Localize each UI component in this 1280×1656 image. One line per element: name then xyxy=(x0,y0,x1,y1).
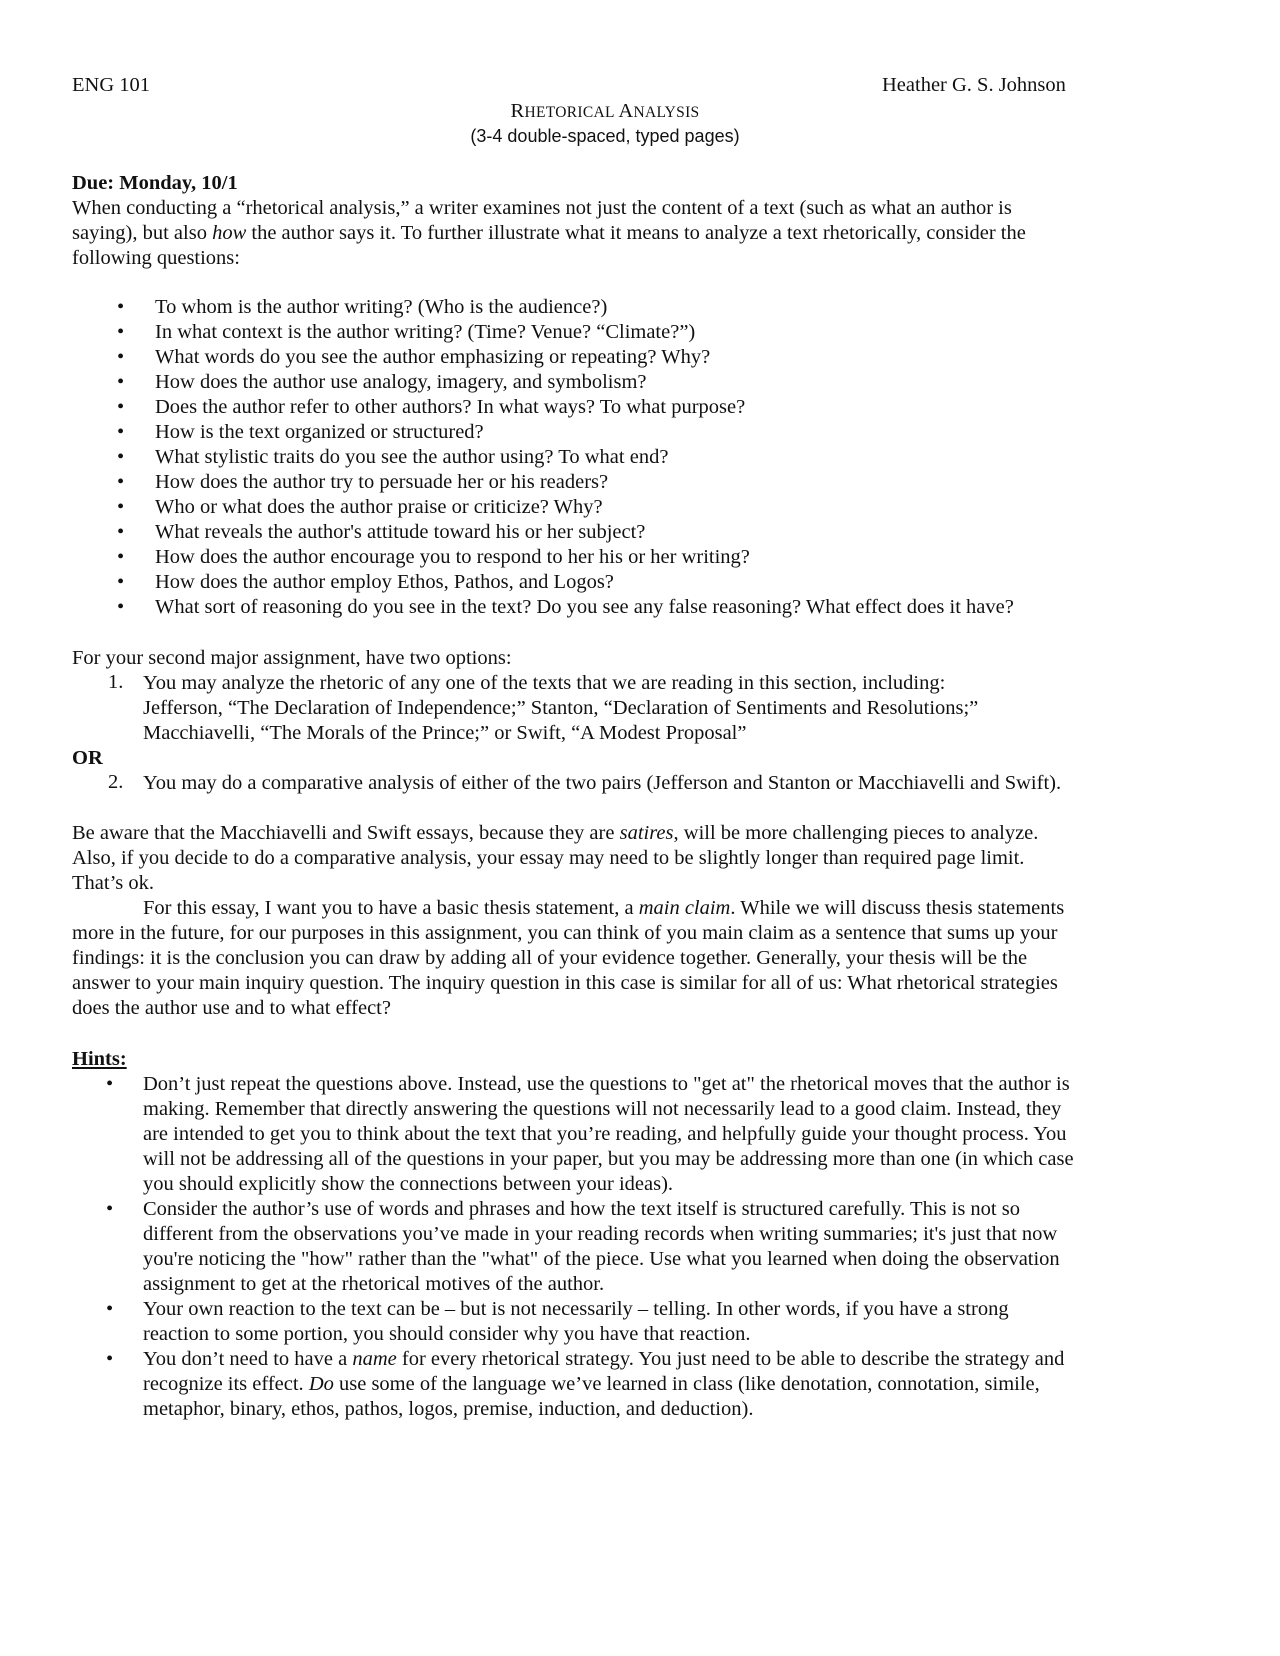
text-line xyxy=(72,846,1220,871)
text-run: Be aware that the Macchiavelli and Swift essays, because they are xyxy=(72,822,620,844)
hint-item xyxy=(72,1072,1220,1197)
text-run: the author says it. To further illustrate what it means to analyze a text rhetorically, consider the xyxy=(246,222,1026,244)
text-line xyxy=(72,246,1220,271)
hints-heading: Hints: xyxy=(72,1048,127,1070)
intro-paragraph xyxy=(72,196,1220,271)
text-run: metaphor, binary, ethos, pathos, logos, premise, induction, and deduction). xyxy=(143,1398,754,1420)
question-text: How is the text organized or structured? xyxy=(155,421,484,443)
options-intro: For your second major assignment, have two options: xyxy=(72,647,512,669)
option-2 xyxy=(72,771,1220,796)
question-item xyxy=(72,420,1220,445)
question-item xyxy=(72,595,1220,620)
text-run: you should explicitly show the connections between your ideas). xyxy=(143,1173,674,1195)
question-item xyxy=(72,295,1220,320)
question-text: What reveals the author's attitude toward his or her subject? xyxy=(155,521,646,543)
text-run: assignment to get at the rhetorical motives of the author. xyxy=(143,1273,605,1295)
text-line xyxy=(72,221,1220,246)
question-text: Does the author refer to other authors? In what ways? To what purpose? xyxy=(155,396,746,418)
text-line xyxy=(143,1347,1220,1372)
text-run: does the author use and to what effect? xyxy=(72,997,391,1019)
text-run: saying), but also xyxy=(72,222,213,244)
question-item xyxy=(72,495,1220,520)
due-section xyxy=(72,171,1220,271)
bullet-icon: • xyxy=(117,446,125,468)
emphasized-text: how xyxy=(212,222,247,244)
emphasized-text: name xyxy=(352,1348,397,1370)
text-line xyxy=(72,871,1220,896)
bullet-icon: • xyxy=(117,521,125,543)
text-run: Don’t just repeat the questions above. Instead, use the questions to "get at" the rhetorical moves that the author is xyxy=(143,1073,1070,1095)
hint-item xyxy=(72,1297,1220,1347)
text-line xyxy=(72,896,1220,921)
question-text: What sort of reasoning do you see in the text? Do you see any false reasoning? What effect does it have? xyxy=(155,596,1014,618)
question-item xyxy=(72,545,1220,570)
text-line xyxy=(143,1197,1220,1222)
text-line xyxy=(143,1372,1220,1397)
emphasized-text: main claim xyxy=(638,897,731,919)
emphasized-text: Do xyxy=(308,1373,334,1395)
question-item xyxy=(72,370,1220,395)
body-section xyxy=(72,821,1220,1021)
text-run: You don’t need to have a xyxy=(143,1348,353,1370)
bullet-icon: • xyxy=(117,321,125,343)
hint-item xyxy=(72,1347,1220,1422)
title-part: A xyxy=(618,100,634,122)
title-part: HETORICAL xyxy=(524,104,619,121)
text-run: findings: it is the conclusion you can draw by adding all of your evidence together. Generally, your thesis will be the xyxy=(72,947,1028,969)
bullet-icon: • xyxy=(117,396,125,418)
text-line xyxy=(72,971,1220,996)
question-text: To whom is the author writing? (Who is the audience?) xyxy=(155,296,608,318)
option-line: Macchiavelli, “The Morals of the Prince;” or Swift, “A Modest Proposal” xyxy=(143,722,747,744)
text-run: , will be more challenging pieces to analyze. xyxy=(673,822,1039,844)
text-run: When conducting a “rhetorical analysis,” a writer examines not just the content of a text (such as what an author is xyxy=(72,197,1012,219)
bullet-icon: • xyxy=(106,1348,114,1370)
text-run: following questions: xyxy=(72,247,240,269)
bullet-icon: • xyxy=(117,421,125,443)
question-item xyxy=(72,320,1220,345)
hint-list xyxy=(72,1072,1220,1422)
hints-section xyxy=(72,1047,1220,1422)
list-number: 2. xyxy=(108,771,124,793)
question-text: How does the author employ Ethos, Pathos, and Logos? xyxy=(155,571,614,593)
bullet-icon: • xyxy=(117,346,125,368)
or-label: OR xyxy=(72,747,103,769)
bullet-icon: • xyxy=(117,371,125,393)
question-item xyxy=(72,395,1220,420)
text-run: for every rhetorical strategy. You just need to be able to describe the strategy and xyxy=(396,1348,1065,1370)
question-text: What stylistic traits do you see the author using? To what end? xyxy=(155,446,669,468)
bullet-icon: • xyxy=(106,1298,114,1320)
text-run: different from the observations you’ve made in your reading records when writing summaries; it's just that now xyxy=(143,1223,1058,1245)
options-section xyxy=(72,646,1220,796)
text-run: For this essay, I want you to have a basic thesis statement, a xyxy=(143,897,639,919)
bullet-icon: • xyxy=(117,471,125,493)
question-text: How does the author encourage you to respond to her his or her writing? xyxy=(155,546,750,568)
text-line xyxy=(143,1097,1220,1122)
option-line: Jefferson, “The Declaration of Independence;” Stanton, “Declaration of Sentiments and Resolutions;” xyxy=(143,697,979,719)
instructor-name: Heather G. S. Johnson xyxy=(882,74,1066,96)
text-run: making. Remember that directly answering the questions will not necessarily lead to a good claim. Instead, they xyxy=(143,1098,1062,1120)
text-line xyxy=(143,1272,1220,1297)
option-1 xyxy=(72,671,1220,746)
text-run: That’s ok. xyxy=(72,872,154,894)
thesis-paragraph xyxy=(72,896,1220,1021)
question-text: How does the author try to persuade her or his readers? xyxy=(155,471,609,493)
course-code: ENG 101 xyxy=(72,74,151,96)
text-run: you're noticing the "how" rather than the "what" of the piece. Use what you learned when doing the observation xyxy=(143,1248,1060,1270)
question-list xyxy=(72,295,1220,620)
question-item xyxy=(72,520,1220,545)
text-line xyxy=(72,196,1220,221)
bullet-icon: • xyxy=(117,546,125,568)
text-line xyxy=(72,821,1220,846)
text-line xyxy=(143,1247,1220,1272)
bullet-icon: • xyxy=(117,496,125,518)
title-part: NALYSIS xyxy=(633,104,700,121)
text-run: Consider the author’s use of words and phrases and how the text itself is structured carefully. This is not so xyxy=(143,1198,1020,1220)
text-line xyxy=(72,946,1220,971)
question-text: How does the author use analogy, imagery, and symbolism? xyxy=(155,371,647,393)
bullet-icon: • xyxy=(106,1073,114,1095)
document-subtitle: (3-4 double-spaced, typed pages) xyxy=(470,126,740,146)
text-run: use some of the language we’ve learned in class (like denotation, connotation, simile, xyxy=(333,1373,1040,1395)
text-line xyxy=(143,1397,1220,1422)
text-line xyxy=(143,1072,1220,1097)
text-line xyxy=(143,1172,1220,1197)
question-item xyxy=(72,345,1220,370)
text-line xyxy=(143,1297,1220,1322)
question-text: In what context is the author writing? (Time? Venue? “Climate?”) xyxy=(155,321,696,343)
text-run: Your own reaction to the text can be – but is not necessarily – telling. In other words, if you have a strong xyxy=(143,1298,1009,1320)
list-number: 1. xyxy=(108,671,124,693)
text-line xyxy=(143,1122,1220,1147)
text-run: are intended to get you to think about the text that you’re reading, and helpfully guide your thought process. You xyxy=(143,1123,1067,1145)
question-item xyxy=(72,570,1220,595)
due-date: Due: Monday, 10/1 xyxy=(72,172,238,194)
title-part: R xyxy=(510,100,525,122)
text-run: reaction to some portion, you should consider why you have that reaction. xyxy=(143,1323,751,1345)
question-text: What words do you see the author emphasizing or repeating? Why? xyxy=(155,346,711,368)
bullet-icon: • xyxy=(117,296,125,318)
emphasized-text: satires xyxy=(619,822,674,844)
question-item xyxy=(72,470,1220,495)
question-item xyxy=(72,445,1220,470)
text-run: . While we will discuss thesis statements xyxy=(730,897,1065,919)
text-line xyxy=(143,1222,1220,1247)
text-run: more in the future, for our purposes in this assignment, you can think of you main claim as a sentence that sums up your xyxy=(72,922,1058,944)
question-text: Who or what does the author praise or criticize? Why? xyxy=(155,496,603,518)
text-run: will not be addressing all of the questions in your paper, but you may be addressing more than one (in which case xyxy=(143,1148,1074,1170)
bullet-icon: • xyxy=(117,571,125,593)
satire-paragraph xyxy=(72,821,1220,896)
text-line xyxy=(72,921,1220,946)
bullet-icon: • xyxy=(117,596,125,618)
option-line: You may analyze the rhetoric of any one of the texts that we are reading in this section, including: xyxy=(143,672,946,694)
option-line: You may do a comparative analysis of either of the two pairs (Jefferson and Stanton or Macchiavelli and Swift). xyxy=(143,772,1062,794)
text-run: answer to your main inquiry question. The inquiry question in this case is similar for all of us: What rhetorical strategies xyxy=(72,972,1058,994)
hint-item xyxy=(72,1197,1220,1297)
text-line xyxy=(72,996,1220,1021)
bullet-icon: • xyxy=(106,1198,114,1220)
document-title xyxy=(0,99,1210,125)
text-run: Also, if you decide to do a comparative analysis, your essay may need to be slightly longer than required page limit. xyxy=(72,847,1025,869)
text-line xyxy=(143,1147,1220,1172)
text-run: recognize its effect. xyxy=(143,1373,309,1395)
text-line xyxy=(143,1322,1220,1347)
